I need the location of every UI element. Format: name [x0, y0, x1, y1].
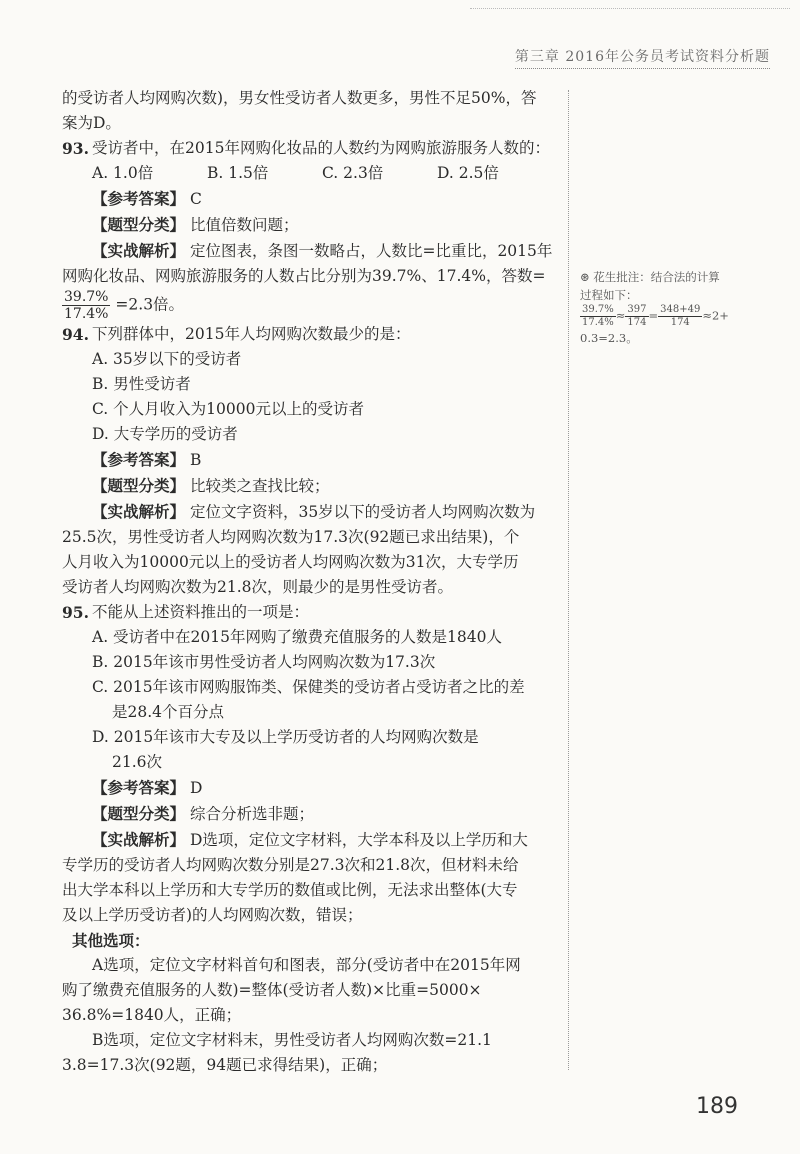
question-stem: 下列群体中，2015年人均网购次数最少的是：: [92, 325, 411, 343]
option-b-analysis: 3.8=17.3次(92题，94题已求得结果)，正确；: [62, 1056, 388, 1074]
option-b-analysis: B选项，定位文字材料末，男性受访者人均网购次数=21.1: [92, 1031, 492, 1049]
analysis-text: 出大学本科以上学历和大专学历的数值或比例，无法求出整体(大专: [62, 881, 518, 899]
fraction: $\frac{348+49}{174}$: [660, 304, 701, 328]
main-text: [62, 86, 562, 1078]
option-c: C. 2.3倍: [322, 164, 384, 182]
option-a-analysis: A选项，定位文字材料首句和图表，部分(受访者中在2015年网: [92, 956, 521, 974]
type-value: 比值倍数问题；: [189, 216, 299, 234]
question-stem: 受访者中，在2015年网购化妆品的人数约为网购旅游服务人数的：: [92, 139, 550, 157]
options-93: [62, 161, 562, 186]
continued-line: 的受访者人均网购次数)，男女性受访者人数更多，男性不足50%，答: [62, 89, 537, 107]
analysis-row: [62, 827, 562, 853]
answer-row: [62, 775, 562, 801]
analysis-text: D选项，定位文字材料，大学本科及以上学历和大: [189, 831, 528, 849]
option-a: A. 受访者中在2015年网购了缴费充值服务的人数是1840人: [92, 628, 502, 646]
fraction: $\frac{39.7\%}{17.4\%}$: [582, 304, 614, 328]
side-note-text: 过程如下：: [580, 288, 638, 302]
answer-row: [62, 447, 562, 473]
side-note: [580, 268, 780, 347]
type-label: 【题型分类】: [92, 215, 186, 234]
analysis-label: 【实战解析】: [92, 830, 186, 849]
side-note-formula: $\frac{39.7\%}{17.4\%}$ ≈ $\frac{397}{174}$ = $\frac{348+49}{174}$ ≈2+: [582, 304, 729, 328]
option-a: A. 35岁以下的受访者: [92, 350, 242, 368]
side-note-title: ⊛ 花生批注：结合法的计算: [580, 270, 720, 284]
question-number: 94.: [62, 325, 89, 344]
question-94: [62, 322, 562, 347]
option-b: B. 1.5倍: [207, 164, 269, 182]
question-95: [62, 600, 562, 625]
analysis-text: 受访者人均网购次数为21.8次，则最少的是男性受访者。: [62, 578, 454, 596]
page-number: 189: [696, 1094, 738, 1119]
option-b: B. 2015年该市男性受访者人均网购次数为17.3次: [92, 653, 436, 671]
answer-label: 【参考答案】: [92, 189, 186, 208]
fraction: $\frac{39.7\%}{17.4\%}$: [64, 289, 109, 322]
option-d-cont: 21.6次: [112, 753, 163, 771]
option-d: D. 2.5倍: [437, 164, 499, 182]
analysis-row: [62, 238, 562, 264]
option-c-cont: 是28.4个百分点: [112, 703, 225, 721]
analysis-text: 及以上学历受访者)的人均网购次数，错误；: [62, 906, 363, 924]
type-row: [62, 212, 562, 238]
option-a-analysis: 36.8%=1840人，正确；: [62, 1006, 242, 1024]
option-d: D. 2015年该市大专及以上学历受访者的人均网购次数是: [92, 728, 479, 746]
continued-line: 案为D。: [62, 114, 121, 132]
answer-label: 【参考答案】: [92, 450, 186, 469]
option-a: A. 1.0倍: [92, 164, 154, 182]
question-stem: 不能从上述资料推出的一项是：: [92, 603, 310, 621]
analysis-label: 【实战解析】: [92, 241, 186, 260]
question-93: [62, 136, 562, 161]
margin-divider: [568, 90, 569, 1070]
answer-value: C: [189, 190, 202, 208]
top-rule: [470, 8, 790, 9]
fraction: $\frac{397}{174}$: [627, 304, 647, 328]
type-label: 【题型分类】: [92, 476, 186, 495]
type-row: [62, 801, 562, 827]
type-label: 【题型分类】: [92, 804, 186, 823]
other-options-heading: 其他选项：: [72, 931, 150, 950]
answer-row: [62, 186, 562, 212]
option-c: C. 个人月收入为10000元以上的受访者: [92, 400, 364, 418]
type-row: [62, 473, 562, 499]
option-b: B. 男性受访者: [92, 375, 191, 393]
analysis-text: 专学历的受访者人均网购次数分别是27.3次和21.8次，但材料未给: [62, 856, 519, 874]
answer-value: B: [189, 451, 202, 469]
header-rule: [515, 68, 770, 69]
analysis-formula: [62, 289, 562, 322]
analysis-label: 【实战解析】: [92, 502, 186, 521]
option-d: D. 大专学历的受访者: [92, 425, 238, 443]
answer-value: D: [189, 779, 203, 797]
type-value: 比较类之查找比较；: [189, 477, 330, 495]
side-note-text: 0.3=2.3。: [580, 331, 638, 345]
question-number: 93.: [62, 139, 89, 158]
analysis-text: 定位图表，条图一数略占，人数比=比重比，2015年: [189, 242, 553, 260]
question-number: 95.: [62, 603, 89, 622]
option-a-analysis: 购了缴费充值服务的人数)=整体(受访者人数)×比重=5000×: [62, 981, 482, 999]
type-value: 综合分析选非题；: [189, 805, 314, 823]
analysis-row: [62, 499, 562, 525]
analysis-text: 人月收入为10000元以上的受访者人均网购次数为31次，大专学历: [62, 553, 519, 571]
analysis-text: 网购化妆品、网购旅游服务的人数占比分别为39.7%、17.4%，答数=: [62, 267, 546, 285]
analysis-text: 25.5次，男性受访者人均网购次数为17.3次(92题已求出结果)，个: [62, 528, 520, 546]
analysis-text: 定位文字资料，35岁以下的受访者人均网购次数为: [189, 503, 536, 521]
answer-label: 【参考答案】: [92, 778, 186, 797]
analysis-text: =2.3倍。: [115, 295, 185, 314]
running-header: [515, 46, 770, 66]
option-c: C. 2015年该市网购服饰类、保健类的受访者占受访者之比的差: [92, 678, 525, 696]
header-text: 第三章 2016年公务员考试资料分析题: [514, 49, 770, 65]
